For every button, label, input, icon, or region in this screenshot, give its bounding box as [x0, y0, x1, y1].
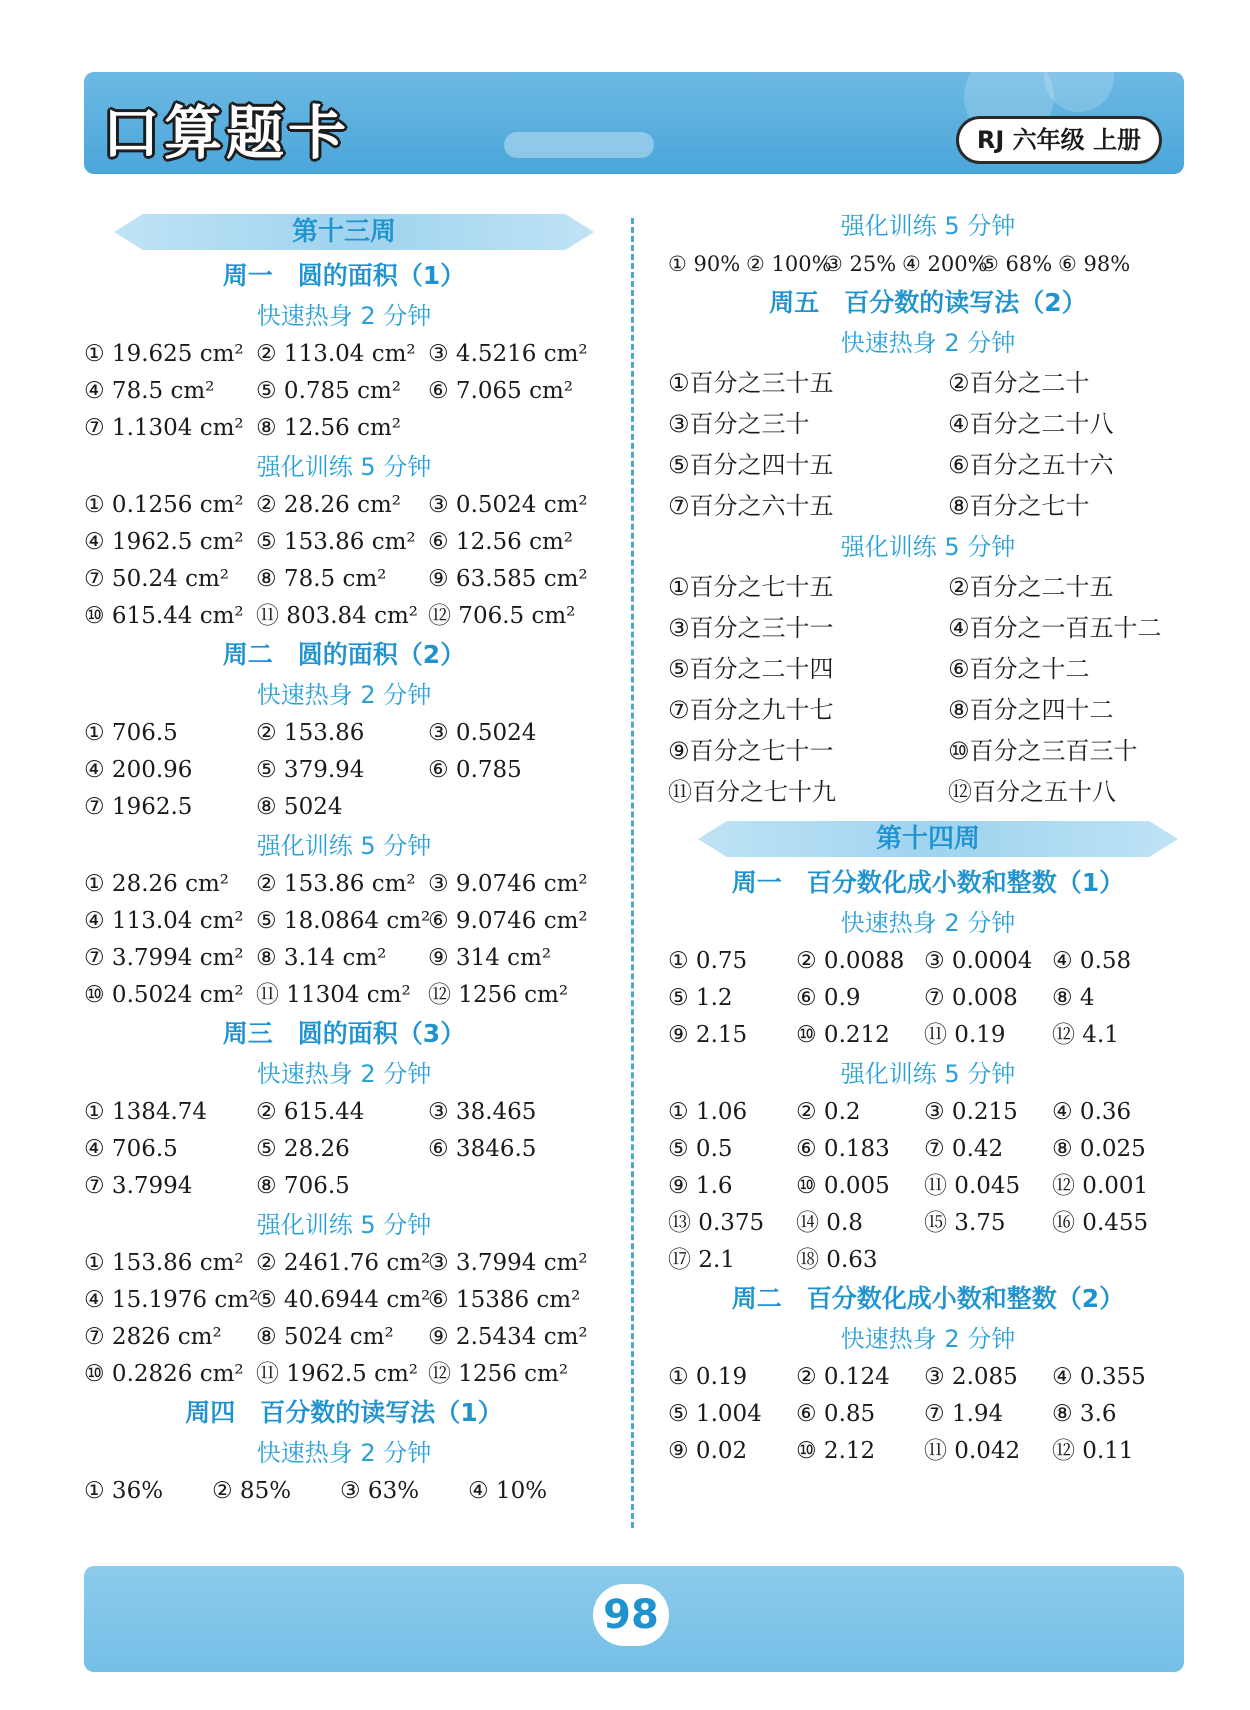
column-divider	[631, 218, 634, 1528]
answer-item: ⑨ 0.02	[668, 1438, 748, 1464]
answer-item: ① 706.5	[84, 720, 178, 746]
answer-grid	[84, 336, 604, 447]
answer-item: ⑤ 40.6944 cm²	[256, 1287, 431, 1313]
answer-item: ⑦ 0.008	[924, 985, 1018, 1011]
answer-item: ⑫百分之五十八	[948, 778, 1116, 806]
answer-item: ⑭ 0.8	[796, 1210, 863, 1236]
answer-item: ③ 0.5024	[428, 720, 537, 746]
answer-item: ④ 15.1976 cm²	[84, 1287, 259, 1313]
answer-item: ⑩ 2.12	[796, 1438, 876, 1464]
answer-item: ⑩ 0.5024 cm²	[84, 982, 244, 1008]
answer-item: ⑨ 2.5434 cm²	[428, 1324, 588, 1350]
answer-item: ⑫ 1256 cm²	[428, 982, 569, 1008]
answer-item: ⑰ 2.1	[668, 1247, 735, 1273]
answer-item: ⑪ 0.045	[924, 1173, 1021, 1199]
day-title: 周二 百分数化成小数和整数（2）	[731, 1284, 1125, 1313]
answer-item: ⑫ 0.001	[1052, 1173, 1149, 1199]
answer-item: ⑦ 1.94	[924, 1401, 1004, 1427]
answer-item: ⑦百分之六十五	[668, 492, 834, 520]
answer-item: ⑧ 5024 cm²	[256, 1324, 394, 1350]
answer-grid	[84, 1245, 604, 1393]
answer-item: ④ 1962.5 cm²	[84, 529, 244, 555]
answer-grid	[668, 943, 1188, 1054]
answer-item: ⑪ 0.19	[924, 1022, 1006, 1048]
answer-item: ⑦ 0.42	[924, 1136, 1004, 1162]
exercise-label: 快速热身 2 分钟	[840, 909, 1016, 937]
answer-item: ⑪百分之七十九	[668, 778, 836, 806]
answer-item: ⑫ 4.1	[1052, 1022, 1119, 1048]
answer-item: ④百分之一百五十二	[948, 614, 1162, 642]
page-title: 口算题卡	[102, 99, 351, 167]
answer-item: ③ 25%	[824, 252, 897, 276]
answer-grid	[84, 715, 604, 826]
answer-item: ⑤ 18.0864 cm²	[256, 908, 431, 934]
answer-item: ① 36%	[84, 1478, 164, 1504]
answer-item: ⑤ 1.2	[668, 985, 733, 1011]
answer-item: ⑥ 0.183	[796, 1136, 890, 1162]
answer-item: ⑧ 706.5	[256, 1173, 350, 1199]
answer-item: ③ 63%	[340, 1478, 420, 1504]
answer-item: ⑥ 7.065 cm²	[428, 378, 573, 404]
answer-item: ③ 0.215	[924, 1099, 1018, 1125]
answer-item: ④ 0.36	[1052, 1099, 1132, 1125]
answer-item: ① 19.625 cm²	[84, 341, 244, 367]
answer-item: ⑦ 1962.5	[84, 794, 193, 820]
exercise-label: 快速热身 2 分钟	[256, 681, 432, 709]
answer-item: ⑪ 0.042	[924, 1438, 1021, 1464]
answer-item: ⑪ 803.84 cm²	[256, 603, 419, 629]
exercise-label: 强化训练 5 分钟	[840, 533, 1016, 561]
exercise-label: 强化训练 5 分钟	[256, 453, 432, 481]
answer-item: ⑫ 1256 cm²	[428, 1361, 569, 1387]
answer-item: ②百分之二十五	[948, 573, 1114, 601]
answer-item: ② 0.124	[796, 1364, 890, 1390]
answer-item: ⑫ 0.11	[1052, 1438, 1134, 1464]
answer-item: ① 0.19	[668, 1364, 748, 1390]
answer-item: ④ 706.5	[84, 1136, 178, 1162]
week-title: 第十四周	[875, 824, 980, 854]
answer-item: ⑧ 12.56 cm²	[256, 415, 401, 441]
exercise-label: 强化训练 5 分钟	[256, 1211, 432, 1239]
answer-item: ② 2461.76 cm²	[256, 1250, 431, 1276]
answer-item: ⑧ 5024	[256, 794, 343, 820]
answer-item: ③ 0.5024 cm²	[428, 492, 588, 518]
answer-item: ⑤ 0.5	[668, 1136, 733, 1162]
answer-item: ③ 0.0004	[924, 948, 1033, 974]
answer-item: ①百分之七十五	[668, 573, 834, 601]
answer-item: ② 100%	[746, 252, 832, 276]
answer-item: ③百分之三十一	[668, 614, 834, 642]
exercise-label: 强化训练 5 分钟	[256, 832, 432, 860]
answer-item: ⑨ 2.15	[668, 1022, 748, 1048]
answer-item: ⑪ 1962.5 cm²	[256, 1361, 419, 1387]
answer-item: ⑦ 2826 cm²	[84, 1324, 222, 1350]
day-title: 周四 百分数的读写法（1）	[185, 1398, 503, 1427]
exercise-label: 快速热身 2 分钟	[840, 1325, 1016, 1353]
answer-item: ④ 10%	[468, 1478, 548, 1504]
answer-item: ⑥ 98%	[1058, 252, 1131, 276]
answer-item: ⑦ 3.7994	[84, 1173, 193, 1199]
answer-item: ⑤ 153.86 cm²	[256, 529, 416, 555]
answer-item: ⑨百分之七十一	[668, 737, 834, 765]
answer-grid	[84, 487, 604, 635]
decor-cloud	[504, 132, 654, 158]
answer-item: ⑥百分之五十六	[948, 451, 1114, 479]
answer-item: ① 90%	[668, 252, 741, 276]
answer-item: ⑧ 3.6	[1052, 1401, 1117, 1427]
answer-item: ⑦ 1.1304 cm²	[84, 415, 244, 441]
answer-item: ② 615.44	[256, 1099, 365, 1125]
answer-item: ⑬ 0.375	[668, 1210, 765, 1236]
exercise-label: 快速热身 2 分钟	[256, 1060, 432, 1088]
answer-item: ① 0.1256 cm²	[84, 492, 244, 518]
answer-grid	[668, 246, 1188, 283]
answer-item: ⑮ 3.75	[924, 1210, 1006, 1236]
answer-grid	[668, 363, 1188, 527]
answer-item: ④ 78.5 cm²	[84, 378, 215, 404]
answer-item: ⑩百分之三百三十	[948, 737, 1138, 765]
exercise-label: 快速热身 2 分钟	[256, 1439, 432, 1467]
answer-item: ④ 200.96	[84, 757, 193, 783]
page-number: 98	[593, 1584, 669, 1646]
answer-item: ② 153.86	[256, 720, 365, 746]
answer-item: ② 0.0088	[796, 948, 905, 974]
answer-item: ⑥百分之十二	[948, 655, 1090, 683]
answer-item: ⑥ 0.85	[796, 1401, 876, 1427]
answer-item: ② 28.26 cm²	[256, 492, 401, 518]
exercise-label: 强化训练 5 分钟	[840, 1060, 1016, 1088]
answer-item: ① 153.86 cm²	[84, 1250, 244, 1276]
answer-item: ② 0.2	[796, 1099, 861, 1125]
answer-item: ⑧ 78.5 cm²	[256, 566, 387, 592]
exercise-label: 快速热身 2 分钟	[840, 329, 1016, 357]
answer-item: ⑨ 1.6	[668, 1173, 733, 1199]
answer-item: ④百分之二十八	[948, 410, 1114, 438]
exercise-label: 快速热身 2 分钟	[256, 302, 432, 330]
answer-item: ⑦ 50.24 cm²	[84, 566, 229, 592]
answer-item: ③ 3.7994 cm²	[428, 1250, 588, 1276]
day-title: 周一 圆的面积（1）	[222, 261, 466, 290]
decor-circle	[1044, 72, 1114, 112]
answer-item: ⑥ 9.0746 cm²	[428, 908, 588, 934]
week-banner	[668, 817, 1188, 861]
answer-item: ⑥ 0.785	[428, 757, 522, 783]
answer-item: ① 1384.74	[84, 1099, 208, 1125]
exercise-label: 强化训练 5 分钟	[840, 212, 1016, 240]
answer-grid	[668, 1094, 1188, 1279]
answer-item: ⑫ 706.5 cm²	[428, 603, 576, 629]
answer-item: ⑤ 28.26	[256, 1136, 350, 1162]
right-column	[668, 206, 1188, 1470]
answer-item: ⑤ 68%	[980, 252, 1053, 276]
answer-item: ② 153.86 cm²	[256, 871, 416, 897]
answer-item: ② 113.04 cm²	[256, 341, 416, 367]
answer-grid	[668, 567, 1188, 813]
answer-item: ⑤ 379.94	[256, 757, 365, 783]
answer-item: ⑥ 3846.5	[428, 1136, 537, 1162]
answer-item: ⑦百分之九十七	[668, 696, 834, 724]
answer-item: ⑤百分之二十四	[668, 655, 834, 683]
day-title: 周一 百分数化成小数和整数（1）	[731, 868, 1125, 897]
answer-item: ③ 4.5216 cm²	[428, 341, 588, 367]
answer-item: ⑩ 0.005	[796, 1173, 890, 1199]
answer-item: ⑤ 0.785 cm²	[256, 378, 401, 404]
answer-item: ⑥ 0.9	[796, 985, 861, 1011]
answer-item: ④ 113.04 cm²	[84, 908, 244, 934]
answer-item: ⑩ 0.212	[796, 1022, 890, 1048]
left-column	[84, 206, 604, 1510]
answer-item: ⑧百分之四十二	[948, 696, 1114, 724]
answer-item: ③百分之三十	[668, 410, 810, 438]
answer-item: ① 28.26 cm²	[84, 871, 229, 897]
day-title: 周五 百分数的读写法（2）	[769, 288, 1087, 317]
answer-item: ⑦ 3.7994 cm²	[84, 945, 244, 971]
answer-item: ⑤百分之四十五	[668, 451, 834, 479]
answer-item: ⑧ 0.025	[1052, 1136, 1146, 1162]
edition-badge: RJ 六年级 上册	[956, 116, 1162, 164]
header-band	[84, 72, 1184, 174]
answer-item: ⑨ 63.585 cm²	[428, 566, 588, 592]
answer-item: ④ 200%	[902, 252, 988, 276]
answer-item: ⑧ 4	[1052, 985, 1095, 1011]
answer-item: ⑪ 11304 cm²	[256, 982, 411, 1008]
answer-item: ⑩ 0.2826 cm²	[84, 1361, 244, 1387]
answer-grid	[84, 1473, 604, 1510]
answer-item: ④ 0.355	[1052, 1364, 1146, 1390]
answer-item: ⑱ 0.63	[796, 1247, 878, 1273]
answer-item: ①百分之三十五	[668, 369, 834, 397]
answer-item: ④ 0.58	[1052, 948, 1132, 974]
answer-grid	[84, 866, 604, 1014]
answer-item: ③ 2.085	[924, 1364, 1018, 1390]
answer-item: ① 0.75	[668, 948, 748, 974]
answer-item: ②百分之二十	[948, 369, 1090, 397]
answer-item: ⑧ 3.14 cm²	[256, 945, 387, 971]
answer-item: ⑤ 1.004	[668, 1401, 762, 1427]
day-title: 周二 圆的面积（2）	[222, 640, 466, 669]
answer-grid	[84, 1094, 604, 1205]
answer-item: ③ 9.0746 cm²	[428, 871, 588, 897]
answer-item: ⑧百分之七十	[948, 492, 1090, 520]
answer-item: ⑩ 615.44 cm²	[84, 603, 244, 629]
answer-item: ③ 38.465	[428, 1099, 537, 1125]
answer-grid	[668, 1359, 1188, 1470]
answer-item: ⑥ 15386 cm²	[428, 1287, 581, 1313]
day-title: 周三 圆的面积（3）	[222, 1019, 466, 1048]
answer-item: ⑯ 0.455	[1052, 1210, 1149, 1236]
answer-item: ① 1.06	[668, 1099, 748, 1125]
week-title: 第十三周	[291, 217, 396, 247]
answer-item: ⑨ 314 cm²	[428, 945, 552, 971]
week-banner	[84, 210, 604, 254]
answer-item: ⑥ 12.56 cm²	[428, 529, 573, 555]
answer-item: ② 85%	[212, 1478, 292, 1504]
